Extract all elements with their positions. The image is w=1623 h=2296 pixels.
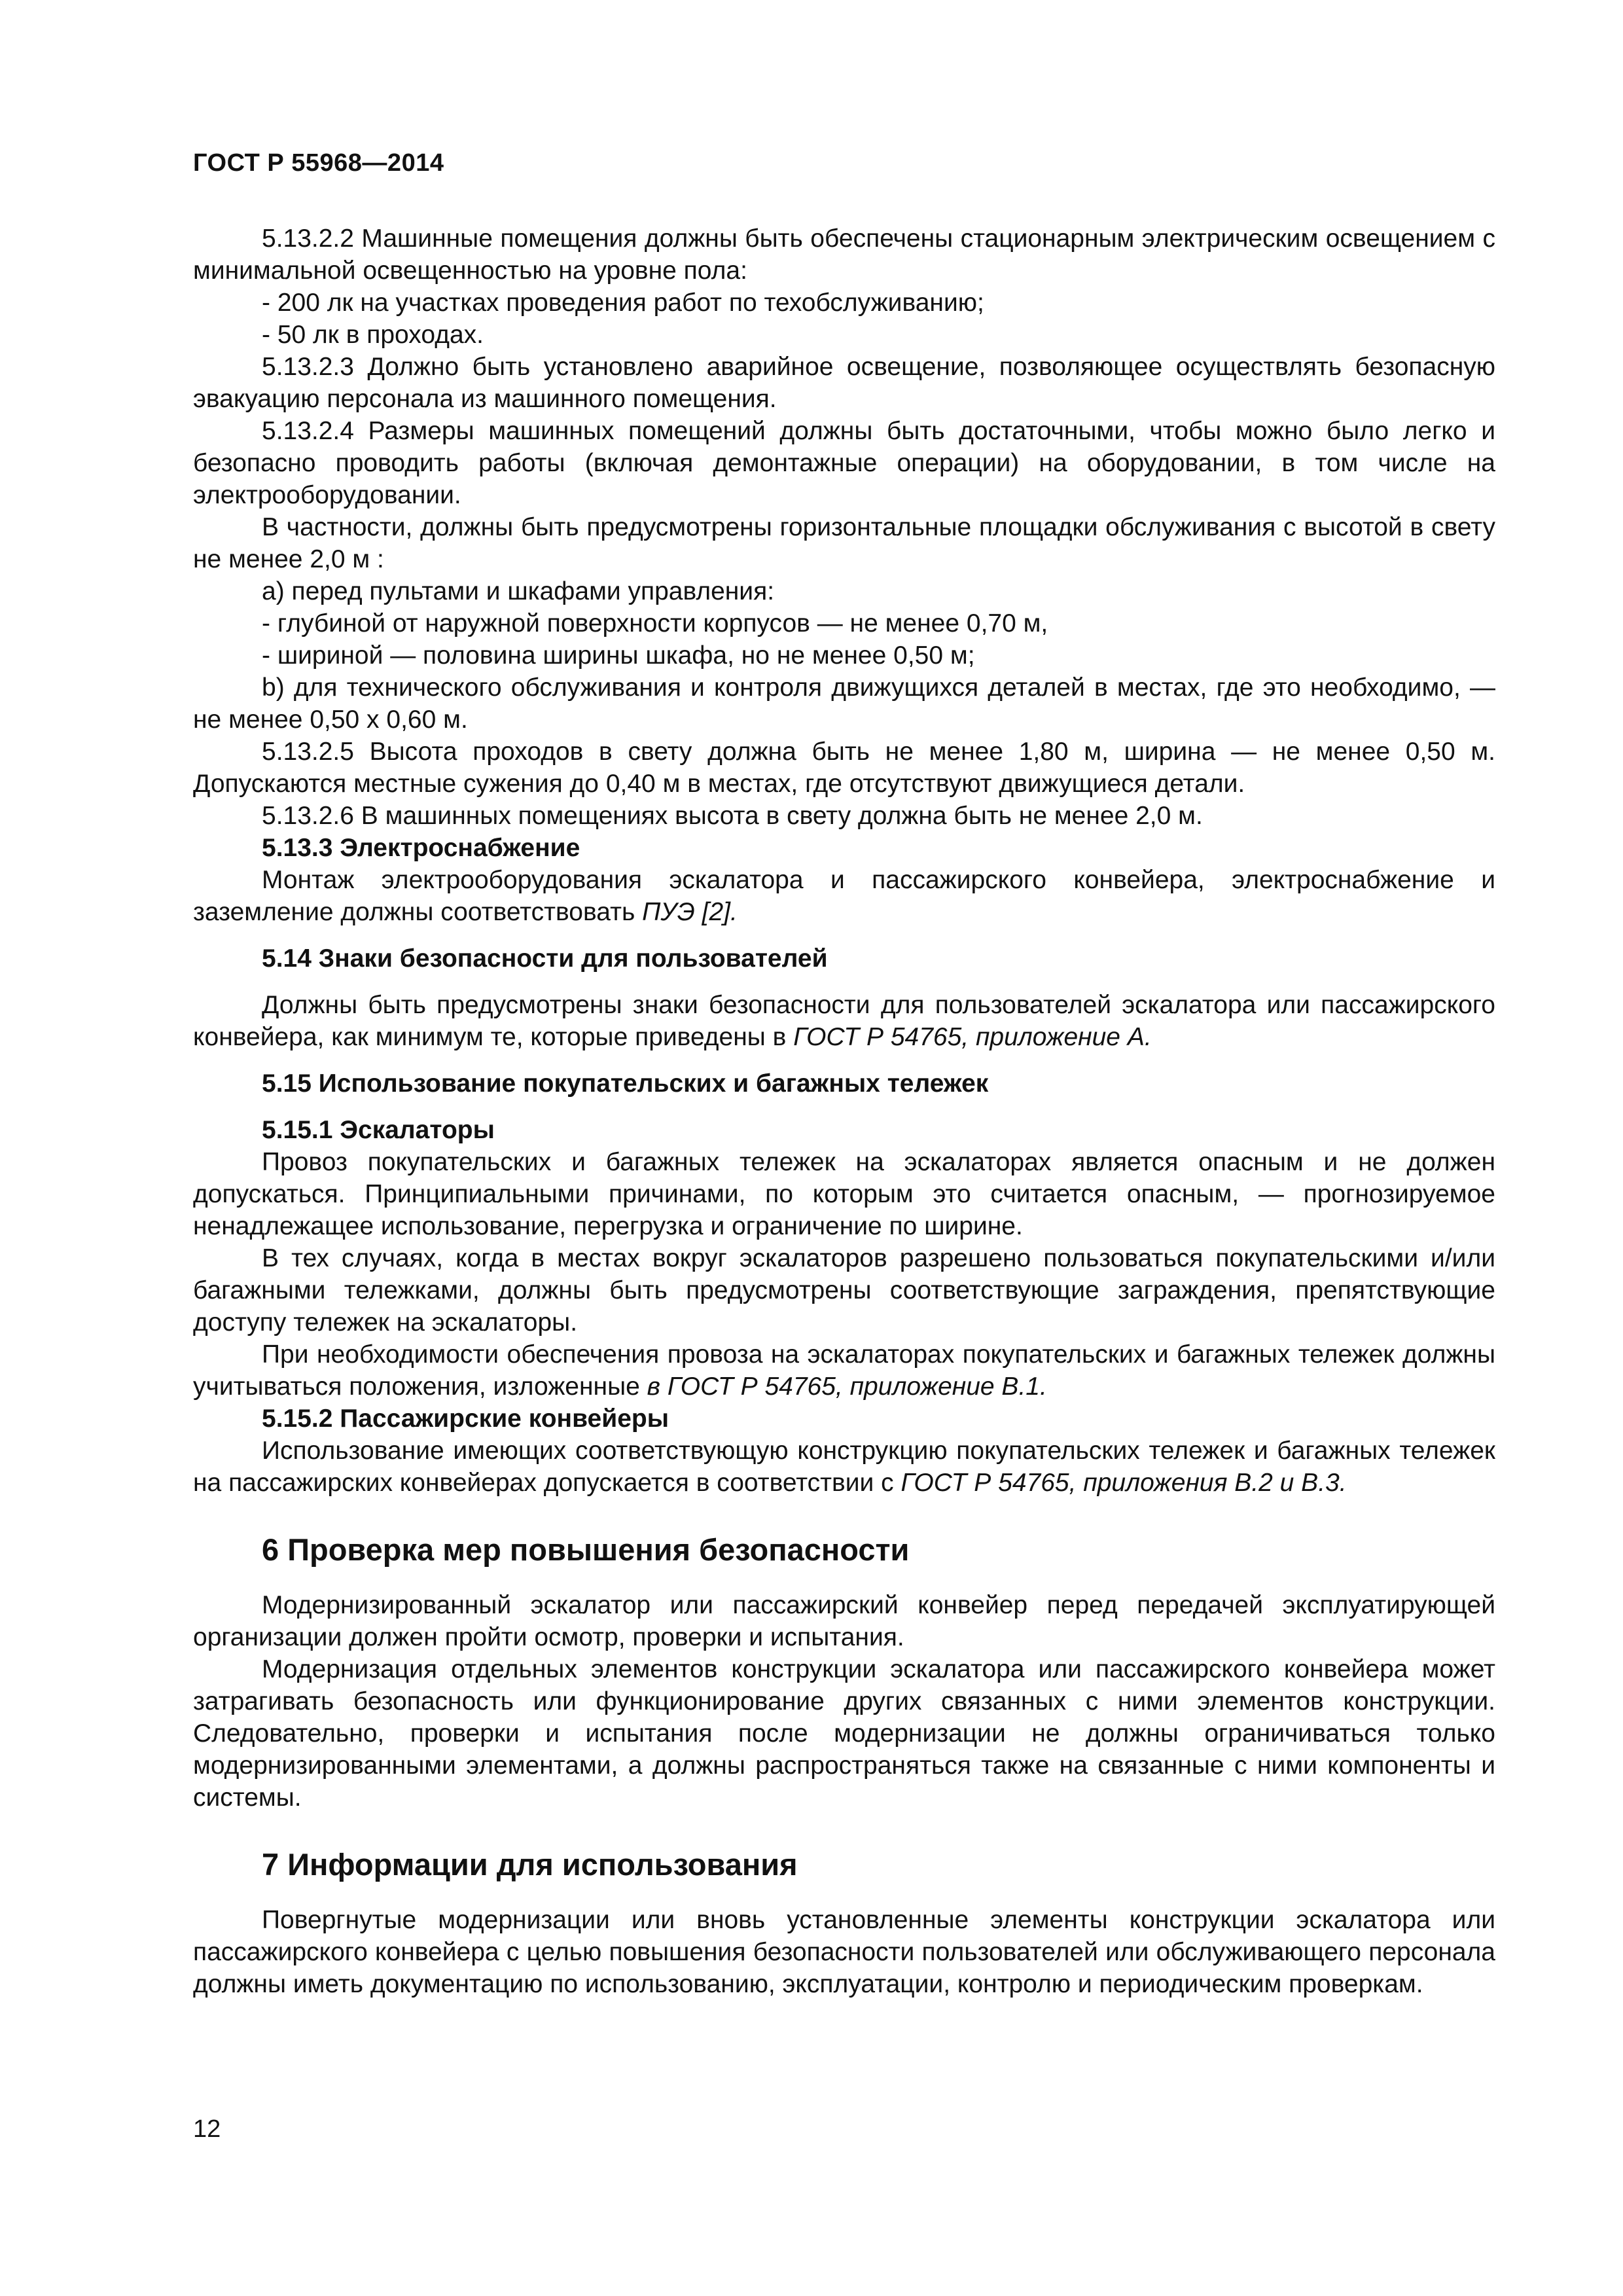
document-header: ГОСТ Р 55968—2014 xyxy=(193,149,444,177)
paragraph: Повергнутые модернизации или вновь установленные элементы конструкции эскалатора или пассажирского конвейера с целью повышения безопасности пользователей или обслуживающего персонала должны иметь документацию по использованию, эксплуатации, контролю и периодическим проверкам. xyxy=(193,1906,1495,1998)
reference-link: ПУЭ [2]. xyxy=(642,898,738,926)
paragraph: 5.13.2.5 Высота проходов в свету должна быть не менее 1,80 м, ширина — не менее 0,50 м. Допускаются местные сужения до 0,40 м в местах, где отсутствуют движущиеся детали. xyxy=(193,738,1495,798)
list-item: a) перед пультами и шкафами управления: xyxy=(262,577,775,605)
page-number: 12 xyxy=(193,2115,221,2143)
paragraph: В тех случаях, когда в местах вокруг эскалаторов разрешено пользоваться покупательскими и/или багажными тележками, должны быть предусмотрены соответствующие заграждения, препятствующие доступу тележек на эскалаторы. xyxy=(193,1244,1495,1336)
chapter-heading: 6 Проверка мер повышения безопасности xyxy=(262,1532,910,1567)
section-heading: 5.15 Использование покупательских и багажных тележек xyxy=(262,1069,989,1098)
reference-link: ГОСТ Р 54765, приложения В.2 и В.3. xyxy=(901,1469,1347,1497)
subsection-heading: 5.13.3 Электроснабжение xyxy=(262,834,580,862)
paragraph xyxy=(193,1338,1495,1403)
paragraph: 5.13.2.2 Машинные помещения должны быть обеспечены стационарным электрическим освещением с минимальной освещенностью на уровне пола: xyxy=(193,224,1495,285)
list-item: - шириной — половина ширины шкафа, но не менее 0,50 м; xyxy=(262,641,975,670)
subsection-heading: 5.15.1 Эскалаторы xyxy=(262,1116,495,1144)
document-body xyxy=(193,223,1495,2000)
paragraph: Модернизированный эскалатор или пассажирский конвейер перед передачей эксплуатирующей организации должен пройти осмотр, проверки и испытания. xyxy=(193,1591,1495,1651)
paragraph xyxy=(193,989,1495,1053)
paragraph-text: Монтаж электрооборудования эскалатора и пассажирского конвейера, электроснабжение и заземление должны соответствовать xyxy=(193,866,1495,926)
paragraph: В частности, должны быть предусмотрены горизонтальные площадки обслуживания с высотой в свету не менее 2,0 м : xyxy=(193,513,1495,573)
paragraph-text: При необходимости обеспечения провоза на эскалаторах покупательских и багажных тележек должны учитываться положения, изложенные xyxy=(193,1340,1495,1401)
chapter-heading: 7 Информации для использования xyxy=(262,1847,798,1882)
reference-link: в ГОСТ Р 54765, приложение В.1. xyxy=(647,1372,1047,1401)
paragraph xyxy=(193,1435,1495,1499)
paragraph: 5.13.2.4 Размеры машинных помещений должны быть достаточными, чтобы можно было легко и безопасно проводить работы (включая демонтажные операции) на оборудовании, в том числе на электрооборудовании. xyxy=(193,417,1495,509)
paragraph: 5.13.2.3 Должно быть установлено аварийное освещение, позволяющее осуществлять безопасную эвакуацию персонала из машинного помещения. xyxy=(193,353,1495,413)
list-item: b) для технического обслуживания и контроля движущихся деталей в местах, где это необходимо, — не менее 0,50 x 0,60 м. xyxy=(193,673,1495,734)
list-item: - глубиной от наружной поверхности корпусов — не менее 0,70 м, xyxy=(262,609,1048,637)
subsection-heading: 5.15.2 Пассажирские конвейеры xyxy=(262,1405,669,1433)
list-item: - 50 лк в проходах. xyxy=(262,321,484,349)
paragraph: Модернизация отдельных элементов конструкции эскалатора или пассажирского конвейера может затрагивать безопасность или функционирование других связанных с ними элементов конструкции. Следовательно, проверки и испытания после модернизации не должны ограничиваться только модернизированными элементами, а должны распространяться также на связанные с ними компоненты и системы. xyxy=(193,1655,1495,1812)
paragraph-text: Использование имеющих соответствующую конструкцию покупательских тележек и багажных тележек на пассажирских конвейерах допускается в соответствии с xyxy=(193,1437,1495,1497)
reference-link: ГОСТ Р 54765, приложение А. xyxy=(793,1023,1152,1051)
paragraph: Провоз покупательских и багажных тележек на эскалаторах является опасным и не должен допускаться. Принципиальными причинами, по которым это считается опасным, — прогнозируемое ненадлежащее использование, перегрузка и ограничение по ширине. xyxy=(193,1148,1495,1240)
section-heading: 5.14 Знаки безопасности для пользователей xyxy=(262,944,828,973)
paragraph-text: Должны быть предусмотрены знаки безопасности для пользователей эскалатора или пассажирского конвейера, как минимум те, которые приведены в xyxy=(193,991,1495,1051)
list-item: - 200 лк на участках проведения работ по техобслуживанию; xyxy=(262,289,984,317)
paragraph xyxy=(193,864,1495,928)
paragraph: 5.13.2.6 В машинных помещениях высота в свету должна быть не менее 2,0 м. xyxy=(262,802,1203,830)
